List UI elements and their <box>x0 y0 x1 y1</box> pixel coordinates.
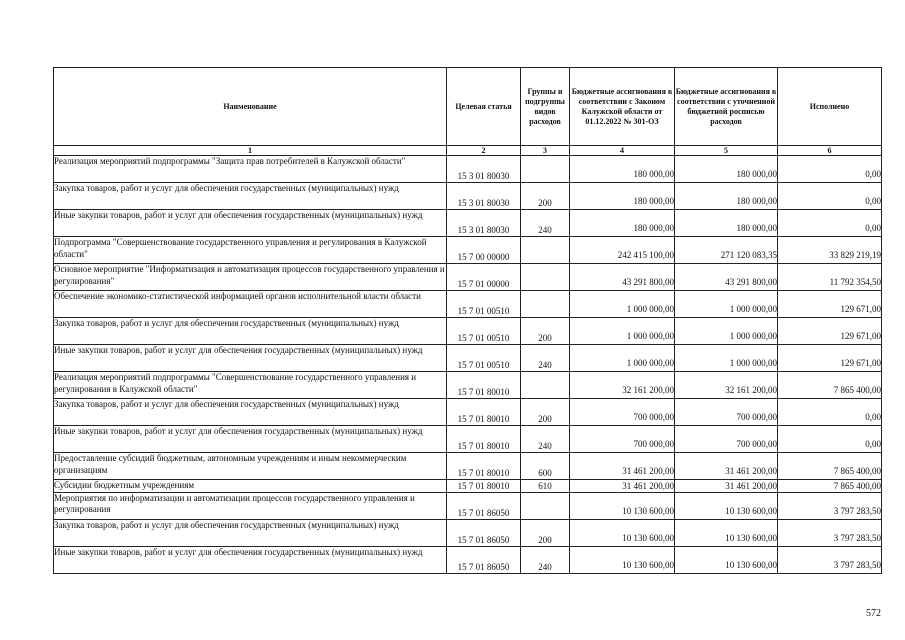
row-refined-amount: 180 000,00 <box>675 183 778 210</box>
row-refined-amount: 1 000 000,00 <box>675 291 778 318</box>
row-target-article: 15 7 01 80010 <box>447 453 521 480</box>
row-name: Иные закупки товаров, работ и услуг для обеспечения государственных (муниципальных) нужд <box>54 546 447 573</box>
row-expense-group: 240 <box>521 426 570 453</box>
row-law-amount: 1 000 000,00 <box>570 291 675 318</box>
row-refined-amount: 31 461 200,00 <box>675 453 778 480</box>
row-law-amount: 10 130 600,00 <box>570 492 675 519</box>
row-executed-amount: 0,00 <box>778 210 882 237</box>
row-expense-group <box>521 237 570 264</box>
row-executed-amount: 129 671,00 <box>778 345 882 372</box>
row-name: Мероприятия по информатизации и автоматизации процессов государственного управления и регулирования <box>54 492 447 519</box>
table-row <box>54 210 882 237</box>
table-row <box>54 237 882 264</box>
row-refined-amount: 180 000,00 <box>675 210 778 237</box>
row-refined-amount: 10 130 600,00 <box>675 492 778 519</box>
row-name: Иные закупки товаров, работ и услуг для обеспечения государственных (муниципальных) нужд <box>54 345 447 372</box>
column-numbers-row <box>54 146 882 156</box>
table-row <box>54 546 882 573</box>
row-law-amount: 43 291 800,00 <box>570 264 675 291</box>
row-law-amount: 700 000,00 <box>570 399 675 426</box>
row-expense-group <box>521 291 570 318</box>
row-refined-amount: 700 000,00 <box>675 399 778 426</box>
table-row <box>54 264 882 291</box>
row-refined-amount: 31 461 200,00 <box>675 480 778 493</box>
row-expense-group: 240 <box>521 210 570 237</box>
row-name: Подпрограмма "Совершенствование государственного управления и регулирования в Калужской области" <box>54 237 447 264</box>
row-executed-amount: 7 865 400,00 <box>778 453 882 480</box>
row-target-article: 15 7 01 86050 <box>447 519 521 546</box>
row-name: Иные закупки товаров, работ и услуг для обеспечения государственных (муниципальных) нужд <box>54 210 447 237</box>
row-executed-amount: 0,00 <box>778 183 882 210</box>
table-row <box>54 318 882 345</box>
table-body <box>54 156 882 574</box>
row-refined-amount: 700 000,00 <box>675 426 778 453</box>
row-executed-amount: 3 797 283,50 <box>778 519 882 546</box>
row-executed-amount: 3 797 283,50 <box>778 546 882 573</box>
row-expense-group: 200 <box>521 183 570 210</box>
row-target-article: 15 7 00 00000 <box>447 237 521 264</box>
row-executed-amount: 0,00 <box>778 426 882 453</box>
row-executed-amount: 11 792 354,50 <box>778 264 882 291</box>
table-row <box>54 345 882 372</box>
row-name: Реализация мероприятий подпрограммы "Защита прав потребителей в Калужской области" <box>54 156 447 183</box>
row-name: Закупка товаров, работ и услуг для обеспечения государственных (муниципальных) нужд <box>54 318 447 345</box>
row-law-amount: 32 161 200,00 <box>570 372 675 399</box>
row-expense-group <box>521 156 570 183</box>
row-expense-group: 240 <box>521 546 570 573</box>
row-executed-amount: 7 865 400,00 <box>778 480 882 493</box>
row-name: Субсидии бюджетным учреждениям <box>54 480 447 493</box>
row-name: Закупка товаров, работ и услуг для обеспечения государственных (муниципальных) нужд <box>54 399 447 426</box>
row-expense-group: 240 <box>521 345 570 372</box>
row-target-article: 15 3 01 80030 <box>447 183 521 210</box>
row-refined-amount: 32 161 200,00 <box>675 372 778 399</box>
row-executed-amount: 0,00 <box>778 399 882 426</box>
row-name: Реализация мероприятий подпрограммы "Совершенствование государственного управления и регулирования в Калужской области" <box>54 372 447 399</box>
row-name: Иные закупки товаров, работ и услуг для обеспечения государственных (муниципальных) нужд <box>54 426 447 453</box>
table-row <box>54 492 882 519</box>
row-law-amount: 1 000 000,00 <box>570 318 675 345</box>
row-target-article: 15 7 01 00510 <box>447 318 521 345</box>
page-number: 572 <box>866 608 881 619</box>
row-target-article: 15 7 01 00510 <box>447 291 521 318</box>
row-target-article: 15 7 01 80010 <box>447 372 521 399</box>
row-expense-group: 200 <box>521 318 570 345</box>
table-row <box>54 519 882 546</box>
row-law-amount: 180 000,00 <box>570 210 675 237</box>
row-refined-amount: 43 291 800,00 <box>675 264 778 291</box>
budget-table <box>53 67 882 574</box>
row-refined-amount: 271 120 083,35 <box>675 237 778 264</box>
row-target-article: 15 3 01 80030 <box>447 210 521 237</box>
column-number: 6 <box>778 146 882 156</box>
row-executed-amount: 129 671,00 <box>778 291 882 318</box>
row-name: Обеспечение экономико-статистической информацией органов исполнительной власти области <box>54 291 447 318</box>
row-target-article: 15 7 01 00000 <box>447 264 521 291</box>
row-executed-amount: 33 829 219,19 <box>778 237 882 264</box>
row-law-amount: 242 415 100,00 <box>570 237 675 264</box>
row-executed-amount: 3 797 283,50 <box>778 492 882 519</box>
column-number: 4 <box>570 146 675 156</box>
row-refined-amount: 1 000 000,00 <box>675 345 778 372</box>
row-expense-group: 200 <box>521 399 570 426</box>
row-law-amount: 180 000,00 <box>570 156 675 183</box>
column-number: 2 <box>447 146 521 156</box>
header-law-allocations: Бюджетные ассигнования в соответствии с Законом Калужской области от 01.12.2022 № 301-ОЗ <box>570 68 675 146</box>
row-executed-amount: 0,00 <box>778 156 882 183</box>
row-target-article: 15 7 01 80010 <box>447 426 521 453</box>
header-target-article: Целевая статья <box>447 68 521 146</box>
row-expense-group: 200 <box>521 519 570 546</box>
row-executed-amount: 129 671,00 <box>778 318 882 345</box>
row-expense-group <box>521 492 570 519</box>
row-law-amount: 180 000,00 <box>570 183 675 210</box>
column-number: 3 <box>521 146 570 156</box>
table-row <box>54 291 882 318</box>
table-header <box>54 68 882 156</box>
header-name: Наименование <box>54 68 447 146</box>
row-target-article: 15 3 01 80030 <box>447 156 521 183</box>
table-row <box>54 426 882 453</box>
row-law-amount: 700 000,00 <box>570 426 675 453</box>
row-expense-group <box>521 372 570 399</box>
header-executed: Исполнено <box>778 68 882 146</box>
column-number: 1 <box>54 146 447 156</box>
row-target-article: 15 7 01 86050 <box>447 492 521 519</box>
row-refined-amount: 1 000 000,00 <box>675 318 778 345</box>
table-row <box>54 399 882 426</box>
row-law-amount: 10 130 600,00 <box>570 519 675 546</box>
row-name: Основное мероприятие "Информатизация и автоматизация процессов государственного управления и регулирования" <box>54 264 447 291</box>
table-row <box>54 156 882 183</box>
table-row <box>54 480 882 493</box>
row-name: Закупка товаров, работ и услуг для обеспечения государственных (муниципальных) нужд <box>54 183 447 210</box>
row-target-article: 15 7 01 80010 <box>447 399 521 426</box>
header-refined-allocations: Бюджетные ассигнования в соответствии с уточненной бюджетной росписью расходов <box>675 68 778 146</box>
row-name: Закупка товаров, работ и услуг для обеспечения государственных (муниципальных) нужд <box>54 519 447 546</box>
row-expense-group: 600 <box>521 453 570 480</box>
row-law-amount: 31 461 200,00 <box>570 453 675 480</box>
table-row <box>54 453 882 480</box>
row-target-article: 15 7 01 80010 <box>447 480 521 493</box>
table-row <box>54 372 882 399</box>
table-row <box>54 183 882 210</box>
row-expense-group <box>521 264 570 291</box>
row-refined-amount: 10 130 600,00 <box>675 546 778 573</box>
row-law-amount: 31 461 200,00 <box>570 480 675 493</box>
row-name: Предоставление субсидий бюджетным, автономным учреждениям и иным некоммерческим организациям <box>54 453 447 480</box>
row-target-article: 15 7 01 00510 <box>447 345 521 372</box>
row-executed-amount: 7 865 400,00 <box>778 372 882 399</box>
row-law-amount: 1 000 000,00 <box>570 345 675 372</box>
row-refined-amount: 180 000,00 <box>675 156 778 183</box>
row-refined-amount: 10 130 600,00 <box>675 519 778 546</box>
row-law-amount: 10 130 600,00 <box>570 546 675 573</box>
header-expense-groups: Группы и подгруппы видов расходов <box>521 68 570 146</box>
row-target-article: 15 7 01 86050 <box>447 546 521 573</box>
row-expense-group: 610 <box>521 480 570 493</box>
column-number: 5 <box>675 146 778 156</box>
